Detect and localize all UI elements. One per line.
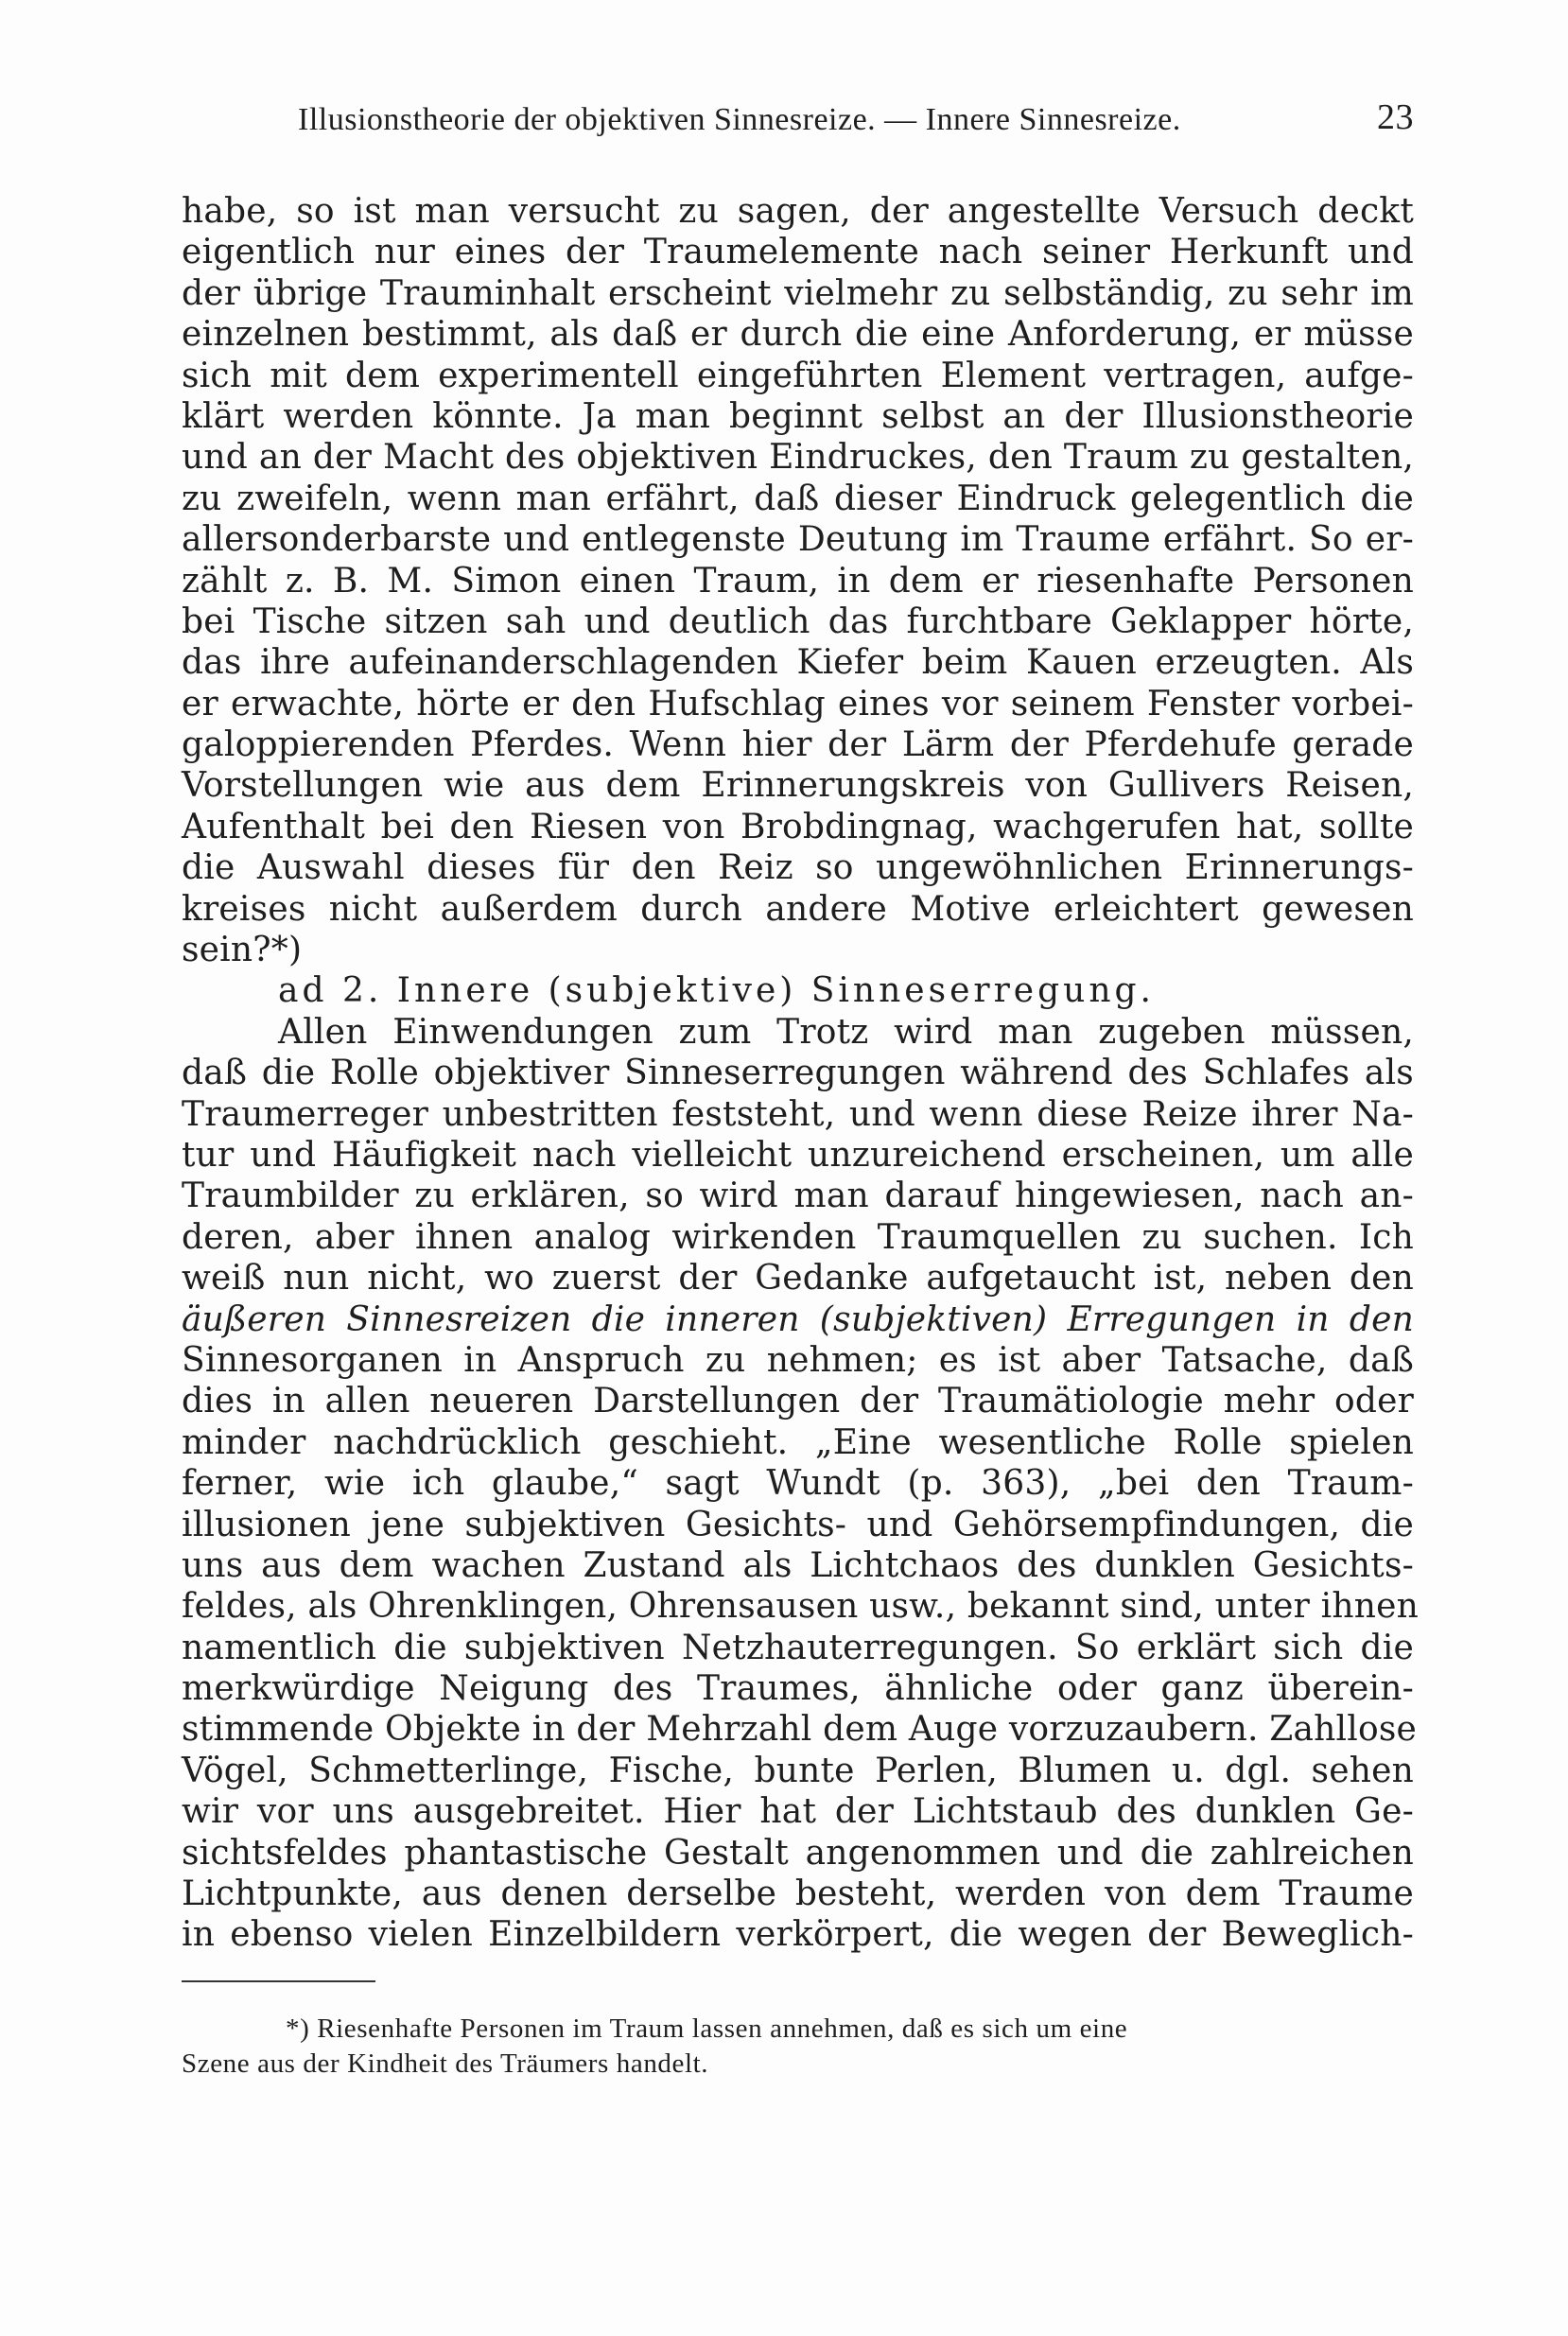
text-line: in ebenso vielen Einzelbildern verkörpert, die wegen der Beweglich- bbox=[182, 1915, 1414, 1955]
text-line: feldes, als Ohrenklingen, Ohrensausen usw., bekannt sind, unter ihnen bbox=[182, 1587, 1420, 1627]
text-line: wir vor uns ausgebreitet. Hier hat der Lichtstaub des dunklen Ge- bbox=[182, 1792, 1414, 1832]
text-line: eigentlich nur eines der Traumelemente nach seiner Herkunft und bbox=[182, 233, 1414, 272]
footnote-line: Szene aus der Kindheit des Träumers handelt. bbox=[182, 2048, 709, 2079]
footnote bbox=[182, 2012, 1414, 2082]
text-line: bei Tische sitzen sah und deutlich das furchtbare Geklapper hörte, bbox=[182, 601, 1414, 641]
text-line: daß die Rolle objektiver Sinneserregungen während des Schlafes als bbox=[182, 1054, 1414, 1093]
text-line: habe, so ist man versucht zu sagen, der angestellte Versuch deckt bbox=[182, 192, 1414, 231]
text-line: allersonderbarste und entlegenste Deutung im Traume erfährt. So er- bbox=[182, 520, 1414, 560]
running-header bbox=[298, 97, 1414, 149]
text-line: ferner, wie ich glaube,“ sagt Wundt (p. 363), „bei den Traum- bbox=[182, 1464, 1414, 1504]
header-title: Illusionstheorie der objektiven Sinnesreize. — Innere Sinnesreize. bbox=[298, 102, 1181, 137]
text-line: zählt z. B. M. Simon einen Traum, in dem er riesenhafte Personen bbox=[182, 561, 1414, 601]
text-line: sein?*) bbox=[182, 931, 303, 970]
section-heading: ad 2. Innere (subjektive) Sinneserregung. bbox=[278, 971, 1155, 1011]
footnote-line: *) Riesenhafte Personen im Traum lassen annehmen, daß es sich um eine bbox=[286, 2013, 1128, 2044]
footnote-rule bbox=[182, 1980, 375, 1982]
text-line: zu zweifeln, wenn man erfährt, daß dieser Eindruck gelegentlich die bbox=[182, 479, 1414, 518]
text-line: Aufenthalt bei den Riesen von Brobdingnag, wachgerufen hat, sollte bbox=[182, 807, 1414, 846]
text-line: illusionen jene subjektiven Gesichts- und Gehörsempfindungen, die bbox=[182, 1505, 1414, 1544]
text-line: deren, aber ihnen analog wirkenden Traumquellen zu suchen. Ich bbox=[182, 1217, 1414, 1257]
main-text bbox=[182, 191, 1420, 1956]
text-line: klärt werden könnte. Ja man beginnt selbst an der Illusionstheorie bbox=[182, 396, 1414, 436]
text-line: stimmende Objekte in der Mehrzahl dem Auge vorzuzaubern. Zahllose bbox=[182, 1710, 1418, 1750]
text-line: galoppierenden Pferdes. Wenn hier der Lärm der Pferdehufe gerade bbox=[182, 725, 1414, 765]
text-line: minder nachdrücklich geschieht. „Eine wesentliche Rolle spielen bbox=[182, 1422, 1414, 1462]
text-line: der übrige Trauminhalt erscheint vielmehr zu selbständig, zu sehr im bbox=[182, 273, 1414, 313]
text-line: Allen Einwendungen zum Trotz wird man zugeben müssen, bbox=[278, 1012, 1414, 1052]
text-line: das ihre aufeinanderschlagenden Kiefer beim Kauen erzeugten. Als bbox=[182, 643, 1414, 683]
text-line: äußeren Sinnesreizen die inneren (subjektiven) Erregungen in den bbox=[182, 1299, 1414, 1339]
text-line: sichtsfeldes phantastische Gestalt angenommen und die zahlreichen bbox=[182, 1833, 1414, 1873]
text-line: Sinnesorganen in Anspruch zu nehmen; es ist aber Tatsache, daß bbox=[182, 1340, 1414, 1380]
text-line: Lichtpunkte, aus denen derselbe besteht, werden von dem Traume bbox=[182, 1874, 1414, 1914]
text-line: sich mit dem experimentell eingeführten Element vertragen, aufge- bbox=[182, 356, 1414, 395]
text-line: einzelnen bestimmt, als daß er durch die eine Anforderung, er müsse bbox=[182, 315, 1414, 355]
text-line: die Auswahl dieses für den Reiz so ungewöhnlichen Erinnerungs- bbox=[182, 848, 1414, 888]
text-line: Vorstellungen wie aus dem Erinnerungskreis von Gullivers Reisen, bbox=[182, 766, 1414, 806]
text-line: Traumbilder zu erklären, so wird man darauf hingewiesen, nach an- bbox=[182, 1177, 1414, 1216]
text-line: dies in allen neueren Darstellungen der Traumätiologie mehr oder bbox=[182, 1382, 1414, 1421]
text-line: und an der Macht des objektiven Eindruckes, den Traum zu gestalten, bbox=[182, 438, 1414, 478]
text-line: uns aus dem wachen Zustand als Lichtchaos des dunklen Gesichts- bbox=[182, 1545, 1414, 1585]
page-number: 23 bbox=[1377, 97, 1414, 137]
text-line: er erwachte, hörte er den Hufschlag eines vor seinem Fenster vorbei- bbox=[182, 684, 1414, 723]
text-line: namentlich die subjektiven Netzhauterregungen. So erklärt sich die bbox=[182, 1628, 1414, 1667]
text-line: tur und Häufigkeit nach vielleicht unzureichend erscheinen, um alle bbox=[182, 1135, 1414, 1175]
text-line: weiß nun nicht, wo zuerst der Gedanke aufgetaucht ist, neben den bbox=[182, 1259, 1414, 1299]
text-line: kreises nicht außerdem durch andere Motive erleichtert gewesen bbox=[182, 889, 1414, 929]
text-line: Vögel, Schmetterlinge, Fische, bunte Perlen, Blumen u. dgl. sehen bbox=[182, 1751, 1414, 1790]
text-line: Traumerreger unbestritten feststeht, und wenn diese Reize ihrer Na- bbox=[182, 1094, 1414, 1134]
text-line: merkwürdige Neigung des Traumes, ähnliche oder ganz überein- bbox=[182, 1669, 1414, 1709]
